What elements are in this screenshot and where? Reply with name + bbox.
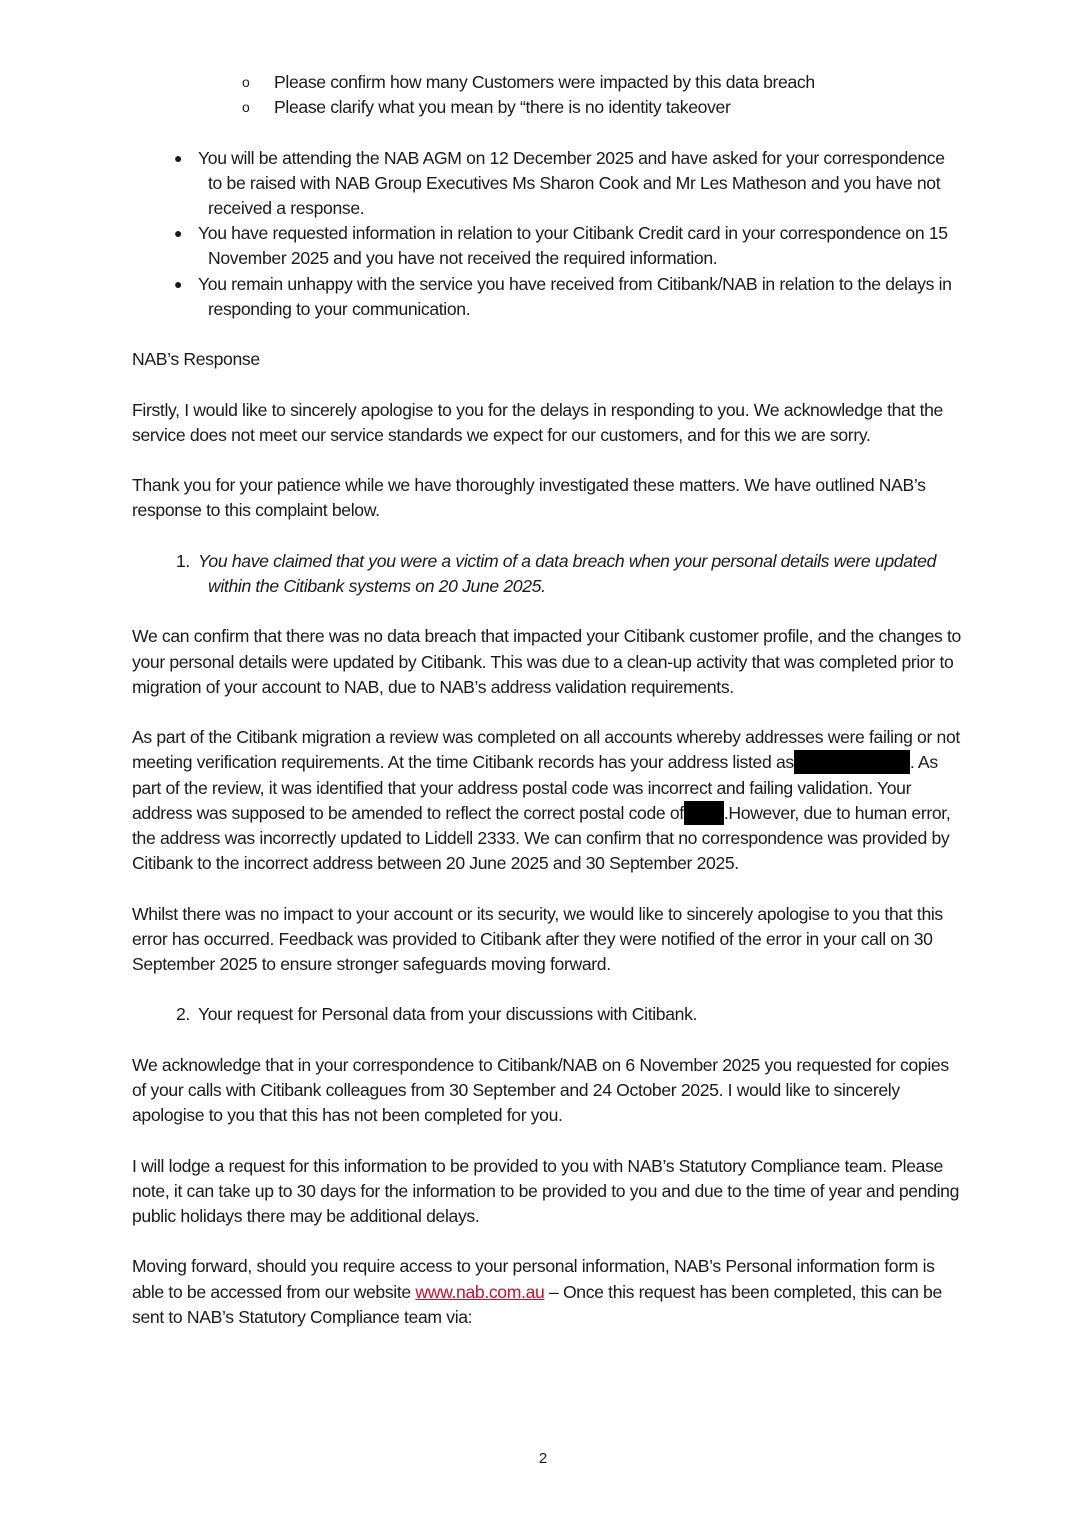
item-number: 1. — [176, 550, 190, 571]
nab-website-link[interactable]: www.nab.com.au — [415, 1281, 545, 1302]
paragraph-lodge: I will lodge a request for this information to be provided to you with NAB’s Statutory Compliance team. Please note, it can take up to 30 days for the information to be provided to you and due to the time of year and pending public holidays there may be additional delays. — [132, 1155, 960, 1226]
paragraph-confirm: We can confirm that there was no data breach that impacted your Citibank customer profile, and the changes to your personal details were updated by Citibank. This was due to a clean-up activity that was completed prior to migration of your account to NAB, due to NAB’s address validation requirements. — [132, 626, 961, 697]
redaction-box-address — [794, 750, 910, 774]
section-heading: NAB’s Response — [132, 349, 260, 370]
hollow-circle-bullet-icon: o — [242, 99, 250, 116]
paragraph-thanks: Thank you for your patience while we have thoroughly investigated these matters. We have outlined NAB’s response to this complaint below. — [132, 475, 926, 521]
sub-bullet-item: o Please confirm how many Customers were impacted by this data breach — [132, 70, 962, 95]
bullet-item: ● You will be attending the NAB AGM on 12 December 2025 and have asked for your correspondence to be raised with NAB Group Executives Ms Sharon Cook and Mr Les Matheson and you have not received a response. — [174, 147, 945, 218]
bullet-item: ● You remain unhappy with the service you have received from Citibank/NAB in relation to the delays in responding to your communication. — [174, 273, 952, 319]
sub-bullet-item: o Please clarify what you mean by “there is no identity takeover — [132, 95, 962, 120]
item-number: 2. — [176, 1004, 190, 1025]
numbered-item-1: 1. You have claimed that you were a victim of a data breach when your personal details were updated within the Citibank systems on 20 June 2025. — [176, 550, 937, 596]
bullet-dot-icon: ● — [174, 149, 183, 166]
paragraph-acknowledge: We acknowledge that in your correspondence to Citibank/NAB on 6 November 2025 you requested for copies of your calls with Citibank colleagues from 30 September and 24 October 2025. I would like to sincerely apologise to you that this has not been completed for you. — [132, 1054, 949, 1126]
paragraph-apology: Firstly, I would like to sincerely apologise to you for the delays in responding to you. We acknowledge that the service does not meet our service standards we expect for our customers, and for this we are sorry. — [132, 399, 943, 445]
paragraph-moving-forward: Moving forward, should you require access to your personal information, NAB’s Personal information form is able to be accessed from our website www.nab.com.au – Once this request has been completed, this can be sent to NAB’s Statutory Compliance team via: — [132, 1256, 942, 1327]
bullet-item: ● You have requested information in relation to your Citibank Credit card in your correspondence on 15 November 2025 and you have not received the required information. — [174, 223, 948, 269]
bullet-dot-icon: ● — [174, 275, 183, 292]
bullet-dot-icon: ● — [174, 225, 183, 242]
redaction-box-postcode — [684, 801, 724, 825]
paragraph-migration: As part of the Citibank migration a review was completed on all accounts whereby addresses were failing or not meeting verification requirements. At the time Citibank records has your address listed as . As part of the review, it was identified that your address postal code was incorrect and failing validation. Your address was supposed to be amended to reflect the correct postal code of .However, due to human error, the address was incorrectly updated to Liddell 2333. We can confirm that no correspondence was provided by Citibank to the incorrect address between 20 June 2025 and 30 September 2025. — [132, 727, 960, 874]
numbered-item-2: 2. Your request for Personal data from your discussions with Citibank. — [132, 1002, 962, 1027]
hollow-circle-bullet-icon: o — [242, 74, 250, 90]
document-page — [132, 70, 962, 1330]
paragraph-whilst: Whilst there was no impact to your account or its security, we would like to sincerely apologise to you that this error has occurred. Feedback was provided to Citibank after they were notified of the error in your call on 30 September 2025 to ensure stronger safeguards moving forward. — [132, 903, 943, 974]
page-number: 2 — [538, 1450, 548, 1467]
